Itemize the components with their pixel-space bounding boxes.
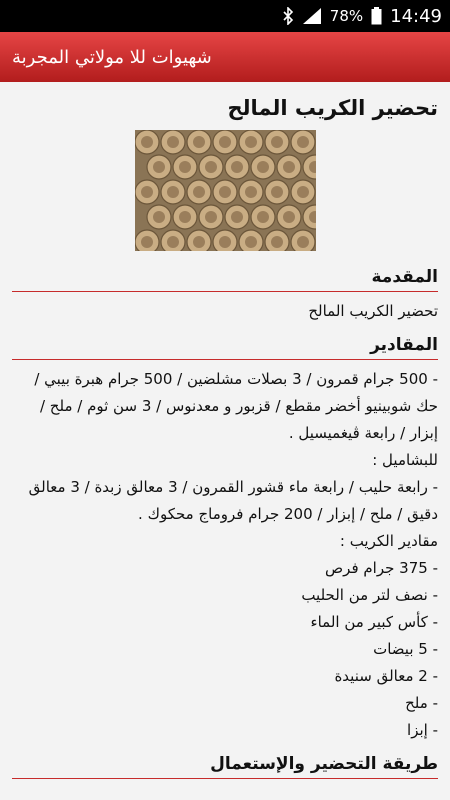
ingredient-line: - 2 معالق سنيدة	[334, 667, 438, 685]
clock: 14:49	[390, 5, 442, 27]
ingredient-line: - كأس كبير من الماء	[310, 613, 438, 631]
app-title: شهيوات للا مولاتي المجربة	[12, 46, 212, 68]
ingredient-line: - 375 جرام فرص	[325, 559, 438, 577]
app-bar	[0, 32, 450, 82]
recipe-title: تحضير الكريب المالح	[227, 96, 438, 120]
ingredient-line: - إبزا	[407, 721, 438, 739]
battery-percent: 78%	[329, 7, 364, 25]
recipe-content	[0, 82, 450, 779]
recipe-photo	[135, 130, 316, 251]
intro-text: تحضير الكريب المالح	[308, 302, 438, 320]
ingredient-line: للبشاميل :	[372, 451, 438, 469]
method-heading: طريقة التحضير والإستعمال	[12, 754, 438, 779]
ingredient-line: مقادير الكريب :	[339, 532, 438, 550]
status-bar	[0, 0, 450, 32]
ingredient-line: حك شوبينيو أخضر مقطع / قزبور و معدنوس / 3 سن ثوم / ملح /	[39, 397, 438, 415]
intro-heading: المقدمة	[12, 267, 438, 292]
ingredient-line: - نصف لتر من الحليب	[301, 586, 438, 604]
ingredients-heading: المقادير	[12, 335, 438, 360]
bluetooth-icon	[282, 7, 294, 25]
ingredient-line: - 5 بيضات	[373, 640, 438, 658]
ingredient-line: إبزار / رابعة ڤيغميسيل .	[288, 424, 438, 442]
ingredient-line: دقيق / ملح / إبزار / 200 جرام فروماج محكوك .	[138, 505, 438, 523]
ingredients-list	[12, 366, 438, 744]
battery-icon	[371, 7, 382, 25]
ingredient-line: - ملح	[405, 694, 438, 712]
ingredient-line: - 500 جرام قمرون / 3 بصلات مشلضين / 500 جرام هبرة بيبي /	[34, 370, 438, 388]
recipe-photo-container	[12, 130, 438, 255]
ingredient-line: - رابعة حليب / رابعة ماء قشور القمرون / 3 معالق زبدة / 3 معالق	[28, 478, 438, 496]
signal-icon	[302, 7, 322, 25]
